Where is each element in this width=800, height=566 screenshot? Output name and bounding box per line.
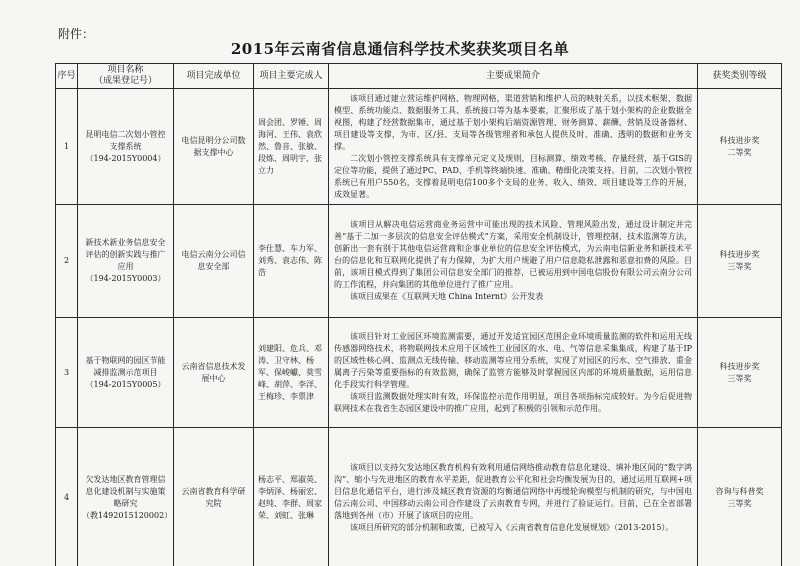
main-contributors: 杨志平、郑淑英、李炳泽、杨丽宏、赵纯、李群、周家荣、刘虹、张琳: [254, 428, 329, 566]
achievement-summary: [329, 89, 698, 205]
project-name: 基于物联网的园区节能减排监测示范项目 （194-2015Y0005）: [78, 318, 174, 428]
achievement-summary: [329, 205, 698, 318]
completing-unit: 云南省教育科学研究院: [174, 428, 254, 566]
summary-paragraph: 该项目针对工业园区环境监测需要，通过开发适宜园区范围企业环境质量监测的软件和运用无线传感器网络技术，将物联网技术应用于区域性工业园区的水、电、气等信息采集集成，构建了基于IP的区域性核心网、监测点无线传输、移动监测等应用分系统，实现了对园区的污水、空气排放、重金属离子污染等重要指标的有效监测，确保了监管方能够及时掌握园区内部的环境质量数据，运用信息化手段实行科学管理。: [334, 331, 692, 389]
row-no: 1: [56, 89, 78, 205]
header-award: 获奖类别等级: [698, 64, 782, 89]
summary-paragraph: 该项目以支持欠发达地区教育机构有效利用通信网络推动教育信息化建设、填补地区间的“数字鸿沟”、缩小与先进地区的教育水平差距，促进教育公平化和社会均衡发展为目的，通过运用互联网+项目信息化通信平台，进行涉及城区教育资源的均衡通信网络中再缓轮询模型与机制的研究，与中国电信云南公司、中国移动云南公司合作建设了云南教育专网，并进行了验证运行。目前，已在全省部署落地到各州（市）开展了该项目的应用。: [334, 462, 692, 520]
row-no: 3: [56, 318, 78, 428]
award-table: [55, 63, 782, 566]
main-contributors: 周会团、罗锤、周海河、王伟、袁欣然、鲁音、张敏、 段炼、周明宇、张立力: [254, 89, 329, 205]
table-row: [56, 318, 782, 428]
header-people: 项目主要完成人: [254, 64, 329, 89]
completing-unit: 云南省信息技术发展中心: [174, 318, 254, 428]
project-name: 新技术新业务信息安全评估的创新实践与推广应用 （194-2015Y0003）: [78, 205, 174, 318]
award-level: 科技进步奖 二等奖: [698, 89, 782, 205]
award-level: 科技进步奖 三等奖: [698, 318, 782, 428]
summary-paragraph: 该项目成果在《互联网天地 China Internt》公开发表: [350, 292, 544, 301]
summary-paragraph: 该项目从解决电信运营商业务运营中可能出现的技术风险、管理风险出发，通过设计制定并完善“基于二加一多层次的信息安全评估模式”方案，采用安全机制设计，管理控制、技术监测等方法，创新出一套有别于其他电信运营商和企事业单位的信息安全评估模式，为云南电信新业务和新技术平台的信息化和互联网化提供了有力保障，为扩大用户规避了用户信息隐私泄露和恶意扣费的风险。目前，该项目模式得到了集团公司信息安全部门的推荐，已被运用到中国电信股份有限公司云南分公司的工作流程，并向集团的其他单位进行了推广应用。: [334, 220, 692, 289]
project-name: 欠发达地区教育管理信息化建设机制与实施策略研究 （教1492015120002）: [78, 428, 174, 566]
achievement-summary: [329, 428, 698, 566]
summary-paragraph: 该项目通过建立营运维护网格、物理网格，渠道营销和维护人员的映射关系，以技术框架、数据模型、系统功能点、数据服务工具、系统接口等为基本要素，汇聚形成了基于划小架构的企业数据全视图，构建了经营数据集市，通过基于划小架构后端资源管理、财务测算、薪酬、营销及设备器材、项目建设等支撑，为市、区/县、支局等各级管理者和承包人提供及时、准确、透明的数据和业务支撑。: [334, 93, 692, 151]
award-level: 科技进步奖 三等奖: [698, 205, 782, 318]
table-header-row: [56, 64, 782, 89]
attachment-label: 附件：: [58, 27, 95, 41]
completing-unit: 电信云南分公司信息安全部: [174, 205, 254, 318]
main-contributors: 刘建阳、危兵、邓涛、卫守林、杨军、保峻巘、莫雪峰、胡萍、李洋、王梅珍、李票津: [254, 318, 329, 428]
completing-unit: 电信昆明分公司数据支撑中心: [174, 89, 254, 205]
header-no: 序号: [56, 64, 78, 89]
header-summary: 主要成果简介: [329, 64, 698, 89]
table-row: [56, 428, 782, 566]
page-title: 2015年云南省信息通信科学技术奖获奖项目名单: [230, 40, 570, 58]
award-level: 咨询与科普奖 三等奖: [698, 428, 782, 566]
main-contributors: 李仕慧、车力军、刘秀、袁志伟、陈浩: [254, 205, 329, 318]
row-no: 4: [56, 428, 78, 566]
summary-paragraph: 二次划小管控支撑系统具有支撑单元定义及规则，目标测算、绩效考核、存量经营，基于GIS的定位等功能，提供了通过PC、PAD、手机等终端快速、准确、精细化决策支持。目前，二次划小管控系统已有用户550名，支撑着昆明电信100多个支局的业务、收入、绩效、项目建设等工作的开展，成效显著。: [334, 153, 692, 199]
summary-paragraph: 该项目监测数据处理实时有效，环保监控示范作用明显，项目各项指标完成较好。为今后促进物联网技术在我省生态园区建设中的推广应用，起到了积极的引领和示范作用。: [334, 391, 692, 413]
table-row: [56, 205, 782, 318]
project-name: 昆明电信二次划小管控支撑系统 （194-2015Y0004）: [78, 89, 174, 205]
summary-paragraph: 该项目所研究的部分机制和政策，已被写入《云南省教育信息化发展规划》（2013-2015）。: [350, 522, 674, 532]
header-name: 项目名称 （成果登记号）: [78, 64, 174, 89]
table-row: [56, 89, 782, 205]
header-unit: 项目完成单位: [174, 64, 254, 89]
row-no: 2: [56, 205, 78, 318]
achievement-summary: [329, 318, 698, 428]
